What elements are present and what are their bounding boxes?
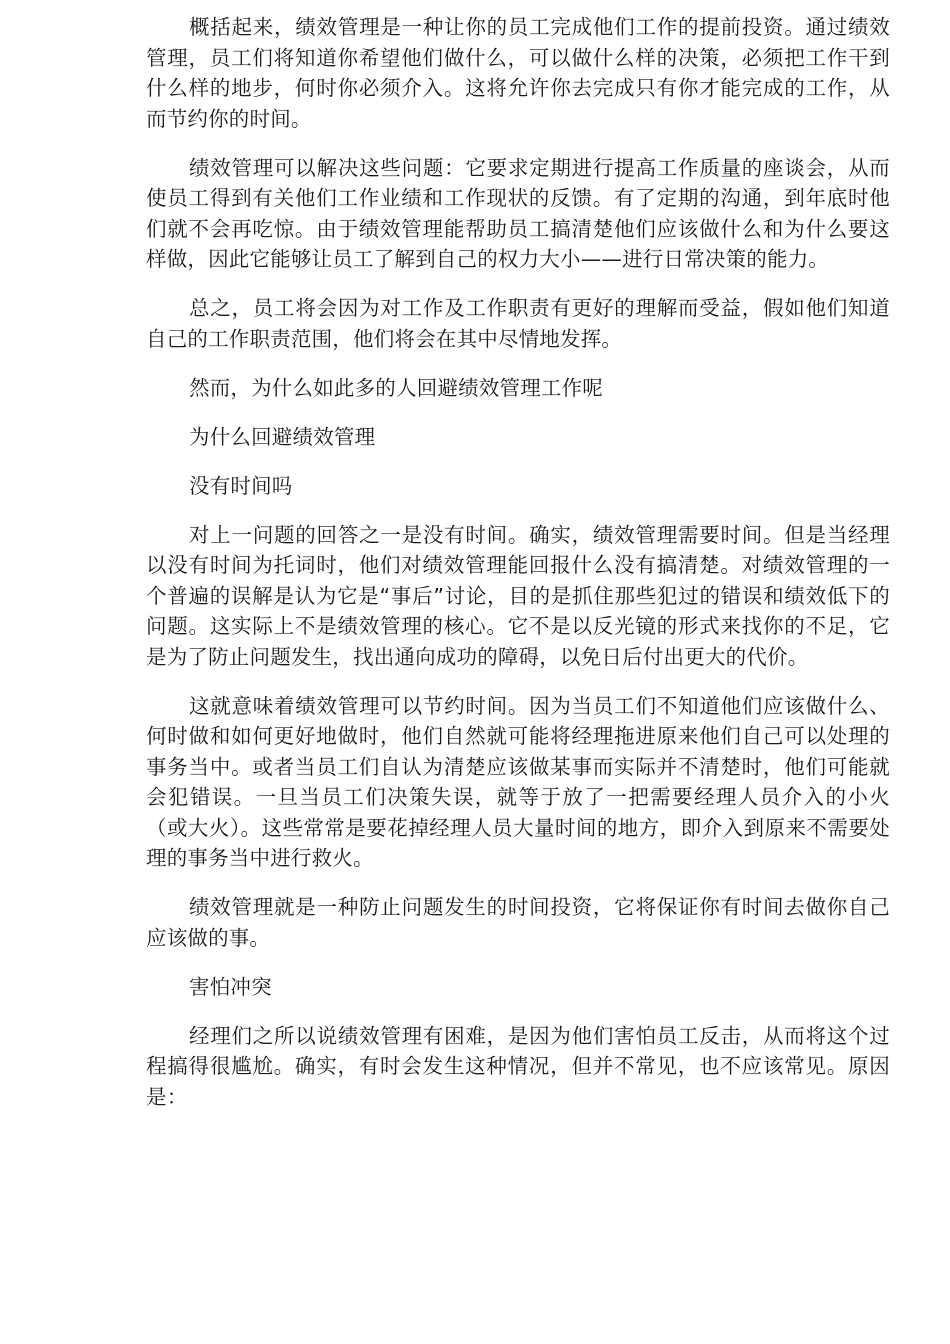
- paragraph-time-investment: 绩效管理就是一种防止问题发生的时间投资，它将保证你有时间去做你自己应该做的事。: [146, 895, 890, 950]
- paragraph-why-avoid-question: 然而，为什么如此多的人回避绩效管理工作呢: [189, 375, 603, 400]
- paragraph-fear-conflict: 经理们之所以说绩效管理有困难，是因为他们害怕员工反击，从而将这个过程搞得很尴尬。确实，有时会发生这种情况，但并不常见，也不应该常见。原因是：: [146, 1023, 890, 1109]
- paragraph-employee-benefits: 总之，员工将会因为对工作及工作职责有更好的理解而受益，假如他们知道自己的工作职责范围，他们将会在其中尽情地发挥。: [146, 296, 890, 351]
- paragraph-investment-summary: 概括起来，绩效管理是一种让你的员工完成他们工作的提前投资。通过绩效管理，员工们将知道你希望他们做什么，可以做什么样的决策，必须把工作干到什么样的地步，何时你必须介入。这将允许你去完成只有你才能完成的工作，从而节约你的时间。: [146, 15, 890, 131]
- paragraph-no-time-answer: 对上一问题的回答之一是没有时间。确实，绩效管理需要时间。但是当经理以没有时间为托词时，他们对绩效管理能回报什么没有搞清楚。对绩效管理的一个普遍的误解是认为它是“事后”讨论，目的是抓住那些犯过的错误和绩效低下的问题。这实际上不是绩效管理的核心。它不是以反光镜的形式来找你的不足，它是为了防止问题发生，找出通向成功的障碍，以免日后付出更大的代价。: [146, 522, 890, 669]
- subsection-heading-fear-conflict: 害怕冲突: [189, 974, 272, 999]
- subsection-heading-no-time: 没有时间吗: [189, 473, 293, 498]
- paragraph-saves-time: 这就意味着绩效管理可以节约时间。因为当员工们不知道他们应该做什么、何时做和如何更好地做时，他们自然就可能将经理拖进原来他们自己可以处理的事务当中。或者当员工们自认为清楚应该做某事而实际并不清楚时，他们可能就会犯错误。一旦当员工们决策失误，就等于放了一把需要经理人员介入的小火（或大火）。这些常常是要花掉经理人员大量时间的地方，即介入到原来不需要处理的事务当中进行救火。: [146, 693, 890, 870]
- paragraph-solving-problems: 绩效管理可以解决这些问题：它要求定期进行提高工作质量的座谈会，从而使员工得到有关他们工作业绩和工作现状的反馈。有了定期的沟通，到年底时他们就不会再吃惊。由于绩效管理能帮助员工搞清楚他们应该做什么和为什么要这样做，因此它能够让员工了解到自己的权力大小——进行日常决策的能力。: [146, 155, 890, 271]
- section-heading-why-avoid: 为什么回避绩效管理: [189, 424, 376, 449]
- document-page: [146, 12, 890, 1131]
